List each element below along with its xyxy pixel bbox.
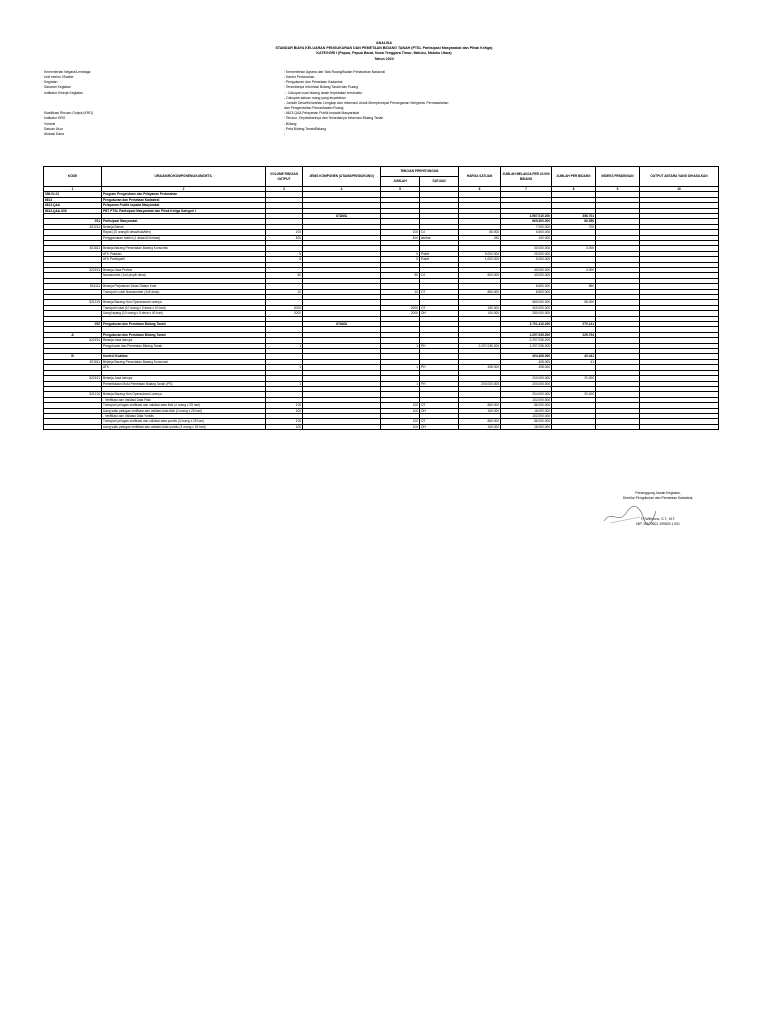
cell-sat: OJ [420,273,459,278]
cell-biaya: 8.600.000 [501,289,552,294]
cell-vol: 100 [266,419,303,424]
cell-jml: 2000 [381,311,420,316]
cell-uraian: Uang saku petugas verifikasi dan validasi data yuridis (4 orang x 25 hari) [102,424,266,429]
cell-vol: 2000 [266,311,303,316]
cell-harga: 860.000 [459,419,501,424]
cell-vol: 100 [266,230,303,235]
cell-harga: 160.000 [459,408,501,413]
meta-label: Sasaran Kegiatan [44,85,71,90]
cell-vol: 10 [266,289,303,294]
cell-per: 58.000 [552,300,596,305]
cell-harga: 2.297.035.200 [459,343,501,348]
cell-uraian: Transport Lokal Narasumber (1x5 desa) [102,289,266,294]
header-jumlah-biaya: JUMLAH BELANJA PER 10.000 BIDANG [501,167,552,187]
header-kode: KODE [44,167,102,187]
cell-jml: 1 [381,381,420,386]
cell-jenis [303,424,381,429]
cell-sat: lembar [420,235,459,240]
cell-kode: 052 [44,322,102,327]
cell-uraian: Pengukuran dan Pemetaan Bidang Tanah [102,343,266,348]
cell-harga: 250 [459,235,501,240]
cell-harga: 140.000 [459,311,501,316]
header-satuan: SATUAN [420,177,459,187]
cell-indeks [596,424,640,429]
cell-jenis: UTAMA [303,322,381,327]
cell-jml: 5 [381,257,420,262]
cell-per: 4.000 [552,268,596,273]
column-number: 10 [640,187,719,192]
cell-uraian: Pengukuran dan Pemetaan Kadastral [102,197,266,202]
header-line: STANDAR BIAYA KELUARAN PENGUKURAN DAN PEMETAAN BIDANG TANAH (PTSL Partisipasi Masyarakat dan Pihak Ketiga) [275,46,493,51]
table-row [44,424,719,429]
cell-biaya: 86.000.000 [501,419,552,424]
cell-biaya: 8.600.000 [501,284,552,289]
cell-biaya: 5.000.000 [501,257,552,262]
signature-icon [600,505,660,527]
cell-harga: 150.000 [459,305,501,310]
cell-biaya: 408.000 [501,365,552,370]
cell-uraian: - Verifikasi dan Validasi Data Yuridis [102,413,266,418]
meta-label: Indikator Kinerja Kegiatan [44,90,83,95]
cell-uraian: Transport lokal (10 orang x 5 desa x 40 hari) [102,305,266,310]
cell-kode: 521811 [44,246,102,251]
cell-kode: 6613.QAA.U06 [44,208,102,213]
cell-uraian: ATK Partisipatif [102,257,266,262]
cell-uraian: ATK Pakaian [102,251,266,256]
meta-value: : - Cakupan luas bidang tanah terpetakan terstruktur [284,90,363,95]
cell-sat: OH [420,408,459,413]
cell-uraian: PBT PTSL Partisipasi Masyarakat dan Pihak Ketiga Kategori I [102,208,266,213]
cell-biaya: 2.701.410.200 [501,322,552,327]
meta-label: Volume [44,121,56,126]
cell-vol: 50 [266,273,303,278]
cell-uraian: Belanja Barang Persediaan Barang Konsumsi [102,246,266,251]
cell-harga: 860.000 [459,403,501,408]
cell-jml: 400 [381,235,420,240]
cell-jml: 50 [381,273,420,278]
cell-vol: 1 [266,365,303,370]
document-metadata [44,70,704,137]
meta-value: : Bidang [284,121,297,126]
cell-biaya: 86.000.000 [501,403,552,408]
meta-label: Satuan Ukur [44,126,63,131]
cell-per: 229.704 [552,332,596,337]
cell-vol: 100 [266,408,303,413]
header-rincian: RINCIAN PERHITUNGAN [381,167,459,177]
header-jumlah: JUMLAH [381,177,420,187]
document-header [0,41,768,62]
cell-uraian: Belanja Jasa Profesi [102,268,266,273]
cell-biaya: 2.297.035.200 [501,338,552,343]
cell-uraian: - Verifikasi dan Validasi Data Fisik [102,397,266,402]
cell-harga: 200.000.000 [459,381,501,386]
cell-biaya: 40.000.000 [501,273,552,278]
meta-label: Klasifikasi Rincian Output (KRO) [44,111,93,116]
cell-harga: 1.000.000 [459,257,501,262]
cell-biaya: 2.297.035.200 [501,332,552,337]
header-jenis: JENIS KOMPONEN (UTAMA/PENDUKUNG) [303,167,381,187]
meta-label: Unit eselon I/Satker [44,75,74,80]
cost-analysis-table [43,166,719,430]
signature-line: Penanggung Jawab Kegiatan, [635,491,681,495]
cell-vol: 5 [266,251,303,256]
cell-harga: 5.000.000 [459,251,501,256]
cell-kode [44,424,102,429]
cell-sat: OT [420,289,459,294]
meta-value: : Tersedianya Informasi Bidang Tanah dan Ruang [284,85,359,90]
meta-value: : Kantor Pertanahan [284,75,315,80]
cell-jml: 1 [381,365,420,370]
cell-uraian: Pengukuran dan Pemetaan Bidang Tanah [102,332,266,337]
cell-vol: 1 [266,343,303,348]
signature-line: Direktur Pengukuran dan Pemetaan Kadastral, [622,496,694,501]
cell-jml: 10 [381,289,420,294]
column-number: 5 [381,187,420,192]
cell-uraian: Kontrol Kualitas [102,354,266,359]
cell-sat: PH [420,381,459,386]
column-number: 3 [266,187,303,192]
cell-kode: 521219 [44,300,102,305]
cell-uraian: Rapat (10 orang/5 desa/fuda/titer) [102,230,266,235]
meta-value: - Cakupan satuan ruang yang terpetakan [284,95,346,100]
cell-kode: 521219 [44,392,102,397]
cell-uraian: Pelayanan Publik kepada Masyarakat [102,203,266,208]
cell-kode: 522191 [44,376,102,381]
meta-row [44,132,704,137]
header-output: OUTPUT ANTARA YANG DIHASILKAN [640,167,719,187]
header-line: Tahun 2023 [374,56,394,61]
meta-label: Indikator KRO [44,116,66,121]
cell-uraian: Belanja Barang Persediaan Barang Konsumsi [102,359,266,364]
cell-harga: 408.000 [459,365,501,370]
cell-biaya: 3.567.010.200 [501,214,552,219]
header-indeks: INDEKS PENDINGAN [596,167,640,187]
column-number: 6 [459,187,501,192]
cell-biaya: 404.408.000 [501,354,552,359]
cell-kode: 6613.QAA [44,203,102,208]
meta-label: Kegiatan [44,80,58,85]
cell-kode: B [44,354,102,359]
cell-uraian: Belanja Barang Non Operasional Lainnya [102,300,266,305]
cell-biaya: 25.000.000 [501,251,552,256]
column-number: 1 [44,187,102,192]
cell-per: 20.400 [552,392,596,397]
cell-harga: 160.000 [459,424,501,429]
cell-sat: Paket [420,251,459,256]
cell-uraian: Belanja Jasa lainnya [102,376,266,381]
cell-kode: 521211 [44,224,102,229]
column-number: 4 [303,187,381,192]
meta-value: : Pengukuran dan Pemetaan Kadastral [284,80,343,85]
cell-vol: 100 [266,424,303,429]
cell-per: 41 [552,359,596,364]
cell-biaya: 580.000.000 [501,300,552,305]
cell-per: 356.701 [552,214,596,219]
cell-uraian: Pemeriksaan Mutu Pemetaan Bidang Tanah (PS) [102,381,266,386]
meta-value: : Peta Bidang Tanah/Bidang [284,126,326,131]
meta-value: : Kementerian Agraria dan Tata Ruang/Badan Pertanahan Nasional [284,70,385,74]
cell-sat: OT [420,403,459,408]
signature-line: NIP. 19670601 199503 1 001 [636,522,680,527]
cell-uraian: Penggandaan materi (1 desa/40 lembar) [102,235,266,240]
cell-kode: 056.01.01 [44,192,102,197]
cell-output [640,424,719,429]
cell-uraian: Transport petugas verifikasi dan validasi data yuridis (4 orang x 25 hari) [102,419,266,424]
cell-jml: 5 [381,251,420,256]
cell-sat: OT [420,305,459,310]
cell-biaya: 102.000.000 [501,397,552,402]
column-number: 7 [501,187,552,192]
cell-uraian: Narasumber (1orl pinpili desa) [102,273,266,278]
cell-vol: 1 [266,381,303,386]
cell-kode: 522151 [44,268,102,273]
cell-jml: 2000 [381,305,420,310]
cell-uraian: Pengukuran dan Pemetaan Bidang Tanah [102,322,266,327]
cell-sat: Paket [420,257,459,262]
cell-sat: OJ [420,230,459,235]
cell-harga: 800.000 [459,273,501,278]
cell-kode: A [44,332,102,337]
cell-biaya: 408.000 [501,359,552,364]
meta-label: Kementerian Negara/Lembaga [44,70,91,74]
cell-sat: OH [420,311,459,316]
cell-per [552,424,596,429]
cell-uraian: Transport petugas verifikasi dan validasi data fisik (4 orang x 25 hari) [102,403,266,408]
cell-uraian: Partisipasi Masyarakat [102,219,266,224]
cell-biaya: 100.000 [501,235,552,240]
meta-value: : Terukur, Terpetakannya dan Tersedianya Informasi Bidang Tanah [284,116,384,121]
cell-biaya: 30.000.000 [501,246,552,251]
header-line: KATEGORI I (Papua, Papua Barat, Nusa Tenggara Timur, Maluku, Maluku Utara) [316,51,452,56]
cell-per: 20.000 [552,376,596,381]
meta-label: Alokasi Dana [44,131,64,136]
cell-jml: 100 [381,419,420,424]
header-line: ANALISA [376,41,392,45]
cell-uraian: Belanja Bahan [102,224,266,229]
meta-value: : [284,131,285,136]
column-number: 9 [596,187,640,192]
cell-uraian: Program Pengelolaan dan Pelayanan Pertanahan [102,192,266,197]
cell-biaya: 300.000.000 [501,305,552,310]
cell-uraian: ATK [102,365,266,370]
cell-uraian: Belanja Jasa lainnya [102,338,266,343]
cell-vol: 100 [266,403,303,408]
cell-uraian: Belanja Perjalanan Dinas Dalam Kota [102,284,266,289]
cell-jml: 1 [381,343,420,348]
cell-jml: 100 [381,230,420,235]
cell-biaya: 665.500.000 [501,219,552,224]
cell-kode: 521811 [44,359,102,364]
cell-biaya: 280.000.000 [501,311,552,316]
cell-biaya: 200.000.000 [501,376,552,381]
cell-per: 860 [552,284,596,289]
meta-value: : 6613.QAA Pelayanan Publik kepada Masyarakat [284,111,360,116]
cell-kode: 524111 [44,284,102,289]
cell-jml: 100 [381,403,420,408]
cell-jml: 100 [381,408,420,413]
cell-per: 40.441 [552,354,596,359]
header-harga: HARGA SATUAN [459,167,501,187]
cell-biaya: 16.000.000 [501,408,552,413]
cell-per: 270.141 [552,322,596,327]
cell-vol: 5 [266,257,303,262]
cell-biaya: 2.297.035.200 [501,343,552,348]
cell-per: 66.550 [552,219,596,224]
meta-value: - Jumlah Desa/Kelurahan Lengkap dan Informasi Untuk Mempercepat Penanganan Sengketa, Permasalahan [284,100,449,105]
meta-value: dan Pengendalian Pemanfaatan Ruang [284,106,344,111]
cell-per: 700 [552,224,596,229]
cell-uraian: Belanja Barang Non Operasional Lainnya [102,392,266,397]
cell-biaya: 40.000.000 [501,268,552,273]
cell-harga: 860.000 [459,289,501,294]
cell-biaya: 16.000.000 [501,424,552,429]
cell-jml: 100 [381,424,420,429]
cell-sat: PH [420,343,459,348]
column-number: 2 [102,187,266,192]
cell-biaya: 200.000.000 [501,381,552,386]
cell-sat: OT [420,419,459,424]
column-number: 8 [552,187,596,192]
cell-kode: 6613 [44,197,102,202]
cell-harga: 65.000 [459,230,501,235]
cell-kode: 522191 [44,338,102,343]
cell-per: 3.000 [552,246,596,251]
header-uraian: URAIAN/RO/KOMPONEN/AKUN/DETIL [102,167,266,187]
cell-biaya: 204.000.000 [501,392,552,397]
cell-kode: 051 [44,219,102,224]
cell-uraian: Uang lapang (10 orang x 5 desa x 40 hari) [102,311,266,316]
cell-uraian: Uang saku petugas verifikasi dan validasi data fisik (4 orang x 25 hari) [102,408,266,413]
cell-vol: 400 [266,235,303,240]
header-per-bidang: JUMLAH PER BIDANG [552,167,596,187]
cell-biaya: 102.000.000 [501,413,552,418]
signature-line: Tri Wibisono, S.T., M.T. [640,516,676,521]
cell-sat: OH [420,424,459,429]
cell-sat: PH [420,365,459,370]
cell-biaya: 7.000.000 [501,224,552,229]
cell-vol: 2000 [266,305,303,310]
cell-jenis: UTAMA [303,214,381,219]
cell-biaya: 6.500.000 [501,230,552,235]
header-volume: VOLUME RINCIAN OUTPUT [266,167,303,187]
